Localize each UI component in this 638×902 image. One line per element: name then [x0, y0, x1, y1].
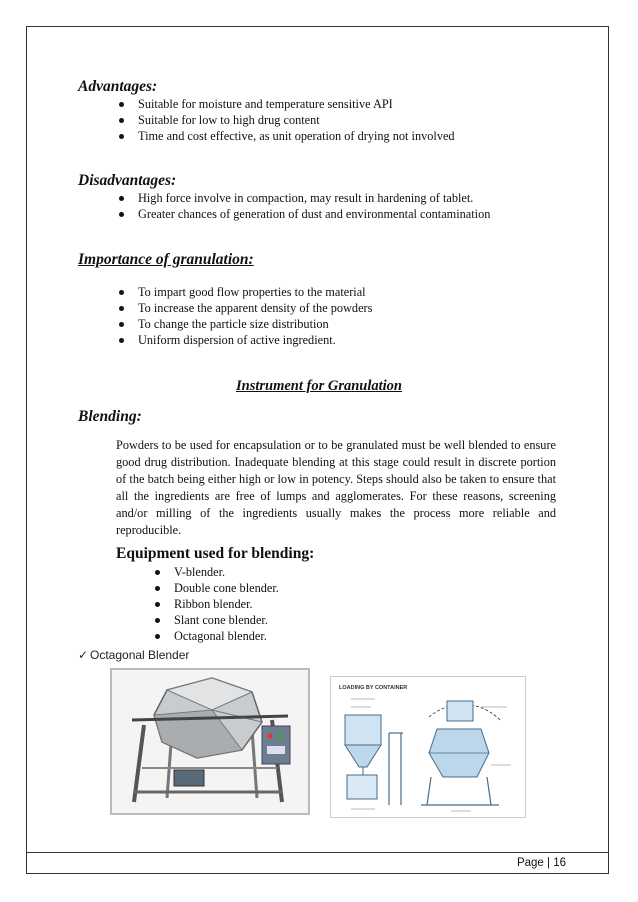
disadvantages-list — [116, 190, 490, 222]
octagonal-blender-photo — [110, 668, 310, 815]
bullet-icon — [119, 306, 124, 311]
list-item: Octagonal blender. — [152, 628, 279, 644]
bullet-icon — [155, 586, 160, 591]
checkmark-icon: ✓ — [78, 648, 89, 662]
list-item: Ribbon blender. — [152, 596, 279, 612]
list-item: V-blender. — [152, 564, 279, 580]
advantages-list — [116, 96, 455, 144]
figure-title: Octagonal Blender — [90, 648, 190, 662]
bullet-icon — [119, 118, 124, 123]
list-item: To increase the apparent density of the powders — [116, 300, 372, 316]
bullet-icon — [155, 618, 160, 623]
instrument-heading: Instrument for Granulation — [235, 378, 402, 394]
list-item: Uniform dispersion of active ingredient. — [116, 332, 372, 348]
list-item: Slant cone blender. — [152, 612, 279, 628]
bullet-icon — [119, 212, 124, 217]
bullet-icon — [155, 570, 160, 575]
bullet-icon — [119, 290, 124, 295]
list-item: Double cone blender. — [152, 580, 279, 596]
equipment-list — [152, 564, 279, 644]
importance-list — [116, 284, 372, 348]
blender-schematic-diagram — [330, 676, 526, 818]
bullet-icon — [155, 634, 160, 639]
bullet-icon — [119, 102, 124, 107]
bullet-icon — [119, 196, 124, 201]
list-item: Greater chances of generation of dust and environmental contamination — [116, 206, 490, 222]
loading-by-container-schematic — [331, 677, 525, 817]
bullet-icon — [119, 134, 124, 139]
list-item: Suitable for moisture and temperature sensitive API — [116, 96, 455, 112]
bullet-icon — [119, 322, 124, 327]
disadvantages-heading: Disadvantages: — [78, 172, 177, 189]
equipment-heading: Equipment used for blending: — [116, 545, 315, 562]
page-number: Page | 16 — [516, 857, 566, 869]
bullet-icon — [155, 602, 160, 607]
list-item: To change the particle size distribution — [116, 316, 372, 332]
list-item: High force involve in compaction, may result in hardening of tablet. — [116, 190, 490, 206]
diagram-caption: LOADING BY CONTAINER — [339, 685, 408, 691]
advantages-heading: Advantages: — [78, 78, 158, 95]
importance-heading: Importance of granulation: — [78, 251, 254, 268]
blending-paragraph: Powders to be used for encapsulation or to be granulated must be well blended to ensure good drug distribution. Inadequate blending at this stage could result in discrete portion of the batch being either high or low in potency. Steps should also be taken to ensure that all the ingredients are free of lumps and agglomerates. For these reasons, screening and/or milling of the ingredients usually makes the process more reliable and reproducible. — [116, 438, 556, 537]
blending-heading: Blending: — [78, 408, 142, 425]
list-item: Time and cost effective, as unit operation of drying not involved — [116, 128, 455, 144]
list-item: Suitable for low to high drug content — [116, 112, 455, 128]
bullet-icon — [119, 338, 124, 343]
blender-machine-illustration — [112, 670, 308, 813]
list-item: To impart good flow properties to the material — [116, 284, 372, 300]
footer-divider — [26, 852, 609, 853]
